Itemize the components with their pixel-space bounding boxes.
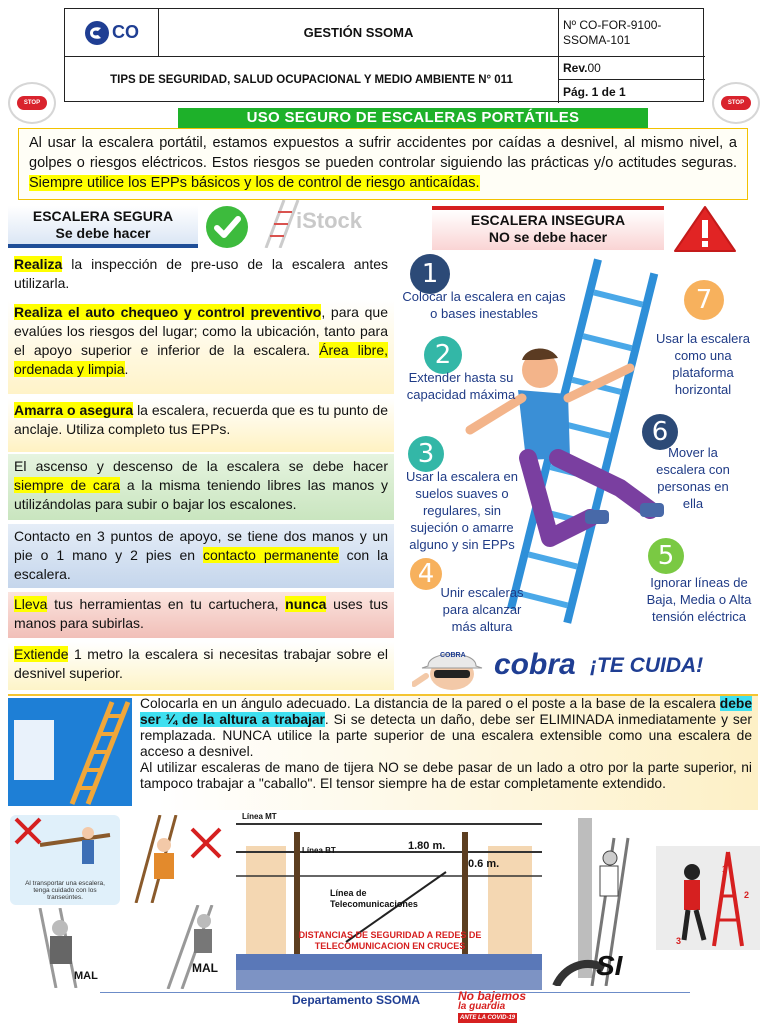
step-number-3: 3 bbox=[676, 936, 682, 946]
no-bajemos-line3: ANTE LA COVID-19 bbox=[460, 1015, 516, 1021]
bad-practice-3-illustration bbox=[148, 905, 230, 989]
angle-paragraph-2: Al utilizar escaleras de mano de tijera NO se debe pasar de un lado a otro por la parte superior, ni tampoco trabajar a "caballo". El tensor siempre ha de estar completamente extendido. bbox=[140, 760, 752, 791]
safe-tip-inspection bbox=[8, 252, 394, 296]
unsafe-number-2: 2 bbox=[424, 336, 462, 374]
rev-value: 00 bbox=[587, 61, 601, 75]
unsafe-number-7: 7 bbox=[684, 280, 724, 320]
tip2-highlight-2: Área libre, ordenada y limpia bbox=[14, 342, 388, 377]
tip5-text: con la escalera. bbox=[14, 547, 389, 582]
stop-work-hand-icon-left: STOP WORK bbox=[8, 82, 56, 124]
angle-p1-highlight: debe ser ¼ de la altura a trabajar bbox=[140, 696, 752, 727]
tip5-pre: Contacto en 3 puntos de apoyo, se tiene dos manos y un pie o 1 mano y 2 pies en bbox=[14, 528, 388, 563]
unsafe-label-3: Usar la escalera en suelos suaves o regulares, sin sujeción o amarre alguno y sin EPPs bbox=[406, 469, 518, 552]
intro-text: Al usar la escalera portátil, estamos expuestos a sufrir accidentes por caídas a desnivel, al mismo nivel, a golpes o riesgos eléctricos. Estos riesgos se pueden controlar siguiendo las prácticas y/o actitudes seguras. bbox=[29, 135, 737, 171]
brand-slogan: ¡TE CUIDA! bbox=[590, 654, 704, 677]
telecom-warning: DISTANCIAS DE SEGURIDAD A REDES DE TELECOMUNICACION EN CRUCES bbox=[298, 930, 482, 951]
tip6-text: tus herramientas en tu cartuchera, bbox=[47, 596, 286, 612]
step-number-2: 2 bbox=[744, 890, 750, 900]
safe-header-subtitle: Se debe hacer bbox=[55, 225, 151, 241]
tip6-highlight-2: nunca bbox=[285, 596, 327, 612]
safe-tip-secure bbox=[8, 398, 394, 452]
telecom-label: Línea de Telecomunicaciones bbox=[330, 888, 418, 909]
doc-code-line1: Nº CO-FOR-9100- bbox=[563, 17, 662, 32]
bad-practice-2-illustration bbox=[130, 815, 226, 903]
intro-highlight: Siempre utilice los EPPs básicos y los de control de riesgo anticaídas. bbox=[29, 175, 480, 191]
tip4-highlight: siempre de cara bbox=[14, 477, 121, 493]
unsafe-number-1: 1 bbox=[410, 254, 450, 294]
tip2-text: , para que evalúes los riesgos del lugar; como la ubicación, tanto para el apoyo superior e inferior de la escalera. bbox=[14, 304, 388, 358]
si-label: SI bbox=[596, 950, 623, 981]
tip4-text: a la misma teniendo libres las manos y utilizándolas para subir o bajar los escalones. bbox=[14, 477, 389, 512]
unsafe-ladder-header bbox=[432, 206, 664, 250]
safe-ladder-header bbox=[8, 206, 198, 248]
safe-tip-three-points bbox=[8, 524, 394, 588]
tips-title: TIPS DE SEGURIDAD, SALUD OCUPACIONAL Y MEDIO AMBIENTE N° 011 bbox=[65, 57, 559, 103]
bad-practice-1-illustration bbox=[10, 908, 110, 988]
linea-mt-label: Línea MT bbox=[242, 812, 277, 821]
unsafe-number-5: 5 bbox=[648, 538, 684, 574]
safe-tip-extend bbox=[8, 642, 394, 690]
tip2-highlight: Realiza el auto chequeo y control preventivo bbox=[14, 304, 322, 320]
check-icon bbox=[206, 206, 248, 248]
linea-bt-label: Línea BT bbox=[302, 846, 336, 855]
transport-caption: Al transportar una escalera, tenga cuidado con los transeúntes. bbox=[25, 880, 105, 901]
document-header bbox=[64, 8, 704, 102]
cobra-logo-icon bbox=[84, 20, 110, 46]
transport-ladder-illustration bbox=[10, 815, 120, 905]
stock-ladder-image bbox=[256, 200, 366, 248]
warning-triangle-icon bbox=[672, 204, 738, 259]
ladder-angle-icon bbox=[8, 698, 132, 806]
unsafe-number-4: 4 bbox=[410, 558, 442, 590]
doc-code-line2: SSOMA-101 bbox=[563, 32, 631, 47]
tip1-text: la inspección de pre-uso de la escalera antes utilizarla. bbox=[14, 256, 388, 291]
tip1-highlight: Realiza bbox=[14, 256, 63, 272]
angle-p1-post: . Si se detecta un daño, debe ser ELIMINADA inmediatamente y ser remplazada. NUNCA utilice la parte superior de una escalera extensible como una escalera de acceso a desnivel. bbox=[140, 712, 753, 759]
section-banner: USO SEGURO DE ESCALERAS PORTÁTILES bbox=[178, 108, 648, 128]
company-logo bbox=[65, 9, 159, 57]
tip7-text: 1 metro la escalera si necesitas trabajar sobre el desnivel superior. bbox=[14, 646, 388, 681]
unsafe-label-7: Usar la escalera como una plataforma horizontal bbox=[656, 331, 750, 397]
angle-paragraph-1 bbox=[140, 696, 752, 760]
mascot-helmet-image bbox=[412, 640, 492, 690]
unsafe-label-5: Ignorar líneas de Baja, Media o Alta tensión eléctrica bbox=[646, 575, 752, 624]
distance-2: 0.6 m. bbox=[468, 858, 500, 870]
document-code bbox=[559, 9, 705, 57]
safe-tip-tools bbox=[8, 592, 394, 638]
step-number-1: 1 bbox=[722, 864, 728, 874]
no-bajemos-line2: la guardia bbox=[458, 1001, 506, 1012]
logo-text: CO bbox=[112, 22, 139, 42]
unsafe-header-subtitle: NO se debe hacer bbox=[488, 229, 608, 245]
tip3-text: la escalera, recuerda que es tu punto de anclaje. Utiliza completo tus EPPs. bbox=[14, 402, 388, 437]
unsafe-label-6: Mover la escalera con personas en ella bbox=[656, 445, 730, 511]
cobra-brand: cobra bbox=[494, 648, 576, 681]
department-title: GESTIÓN SSOMA bbox=[159, 9, 559, 57]
tip2-text-2: . bbox=[124, 361, 129, 377]
tip5-highlight: contacto permanente bbox=[203, 547, 339, 563]
safe-tip-self-check bbox=[8, 300, 394, 394]
footer-department: Departamento SSOMA bbox=[292, 993, 421, 1007]
step-ladder-illustration bbox=[656, 846, 760, 950]
tip7-highlight: Extiende bbox=[14, 646, 69, 662]
tip6-highlight: Lleva bbox=[14, 596, 48, 612]
mal-label-1: MAL bbox=[74, 970, 98, 982]
unsafe-label-1: Colocar la escalera en cajas o bases inestables bbox=[402, 289, 566, 321]
helmet-text: COBRA bbox=[440, 652, 466, 659]
telecom-distance-diagram bbox=[236, 814, 542, 990]
tip3-highlight: Amarra o asegura bbox=[14, 402, 134, 418]
revision bbox=[559, 57, 705, 80]
unsafe-number-6: 6 bbox=[642, 414, 678, 450]
angle-p1-pre: Colocarla en un ángulo adecuado. La distancia de la pared o el poste a la base de la escalera bbox=[140, 696, 720, 711]
unsafe-header-title: ESCALERA INSEGURA bbox=[470, 212, 626, 228]
distance-1: 1.80 m. bbox=[408, 840, 446, 852]
mal-label-2: MAL bbox=[192, 961, 218, 975]
page-number: Pág. 1 de 1 bbox=[563, 84, 626, 99]
no-bajemos-line1: No bajemos bbox=[458, 989, 527, 1003]
rev-label: Rev. bbox=[563, 61, 588, 75]
istock-watermark: iStock bbox=[296, 208, 363, 233]
safe-tip-face-ladder bbox=[8, 454, 394, 520]
angle-section-text bbox=[140, 696, 752, 792]
tip6-text-2: uses tus manos para subirlas. bbox=[14, 596, 388, 631]
intro-box bbox=[18, 128, 748, 200]
stop-work-hand-icon-right: STOP WORK bbox=[712, 82, 760, 124]
safe-header-title: ESCALERA SEGURA bbox=[32, 208, 174, 224]
unsafe-label-4: Unir escaleras para alcanzar más altura bbox=[440, 585, 524, 634]
tip4-pre: El ascenso y descenso de la escalera se debe hacer bbox=[14, 458, 388, 474]
unsafe-number-3: 3 bbox=[408, 436, 444, 472]
unsafe-label-2: Extender hasta su capacidad máxima bbox=[406, 370, 516, 402]
no-bajemos-logo bbox=[458, 990, 554, 1022]
good-practice-illustration bbox=[544, 818, 642, 986]
